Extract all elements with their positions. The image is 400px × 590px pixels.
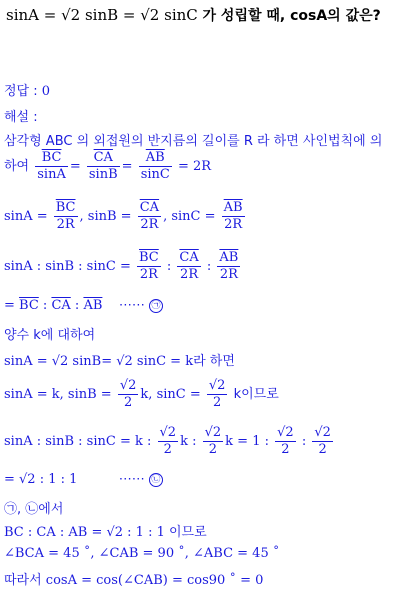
question-expression: sinA = √2 sinB = √2 sinC [6,6,198,24]
solution-line-5: = $\overline{BC}$ : $\overline{CA}$ : $\overline{AB}$ ⋯⋯ ㉠ [4,298,163,313]
answer-value: 0 [41,84,51,99]
solution-line-3: sinA = $\frac{\overline{BC}}{2R}$ , sinB = $\frac{\overline{CA}}{2R}$ , sinC = $\frac{\overline{AB}}{2R}$ [4,200,243,232]
question-text: 가 성립할 때, cosA의 값은? [202,8,381,24]
solution-line-7: sinA = √2 sinB= √2 sinC = k라 하면 [4,354,235,369]
solution-line-10: = √2 : 1 : 1 ⋯⋯ ㉡ [4,472,163,487]
solution-line-8: sinA = k, sinB = $\frac{√2}{2}$ k, sinC = $\frac{√2}{2}$ k이므로 [4,378,279,410]
fraction-ab-sinc: $\frac{\overline{AB}}{\sin C}$ [140,150,170,182]
circle-marker-2: ㉡ [149,473,163,487]
solution-line-2: 하여 $\frac{\overline{BC}}{\sin A}$ = $\frac{\overline{CA}}{\sin B}$ = $\frac{\overline{AB}}{\sin C}$ = 2R [4,150,212,182]
solution-line-13: ∠BCA = 45 ˚, ∠CAB = 90 ˚, ∠ABC = 45 ˚ [4,546,280,561]
line2-rhs: = 2R [177,159,212,174]
solution-line-14: 따라서 cosA = cos(∠CAB) = cos90 ˚ = 0 [4,573,264,588]
answer-row [4,80,50,99]
solution-line-4: sinA : sinB : sinC = $\frac{\overline{BC}}{2R}$ : $\frac{\overline{CA}}{2R}$ : $\frac{\overline{AB}}{2R}$ [4,250,239,282]
solution-line-11: ㉠, ㉡에서 [4,502,64,517]
line2-prefix: 하여 [4,159,30,174]
fraction-bc-sina: $\frac{\overline{BC}}{\sin A}$ [37,150,66,182]
solution-line-12: BC : CA : AB = √2 : 1 : 1 이므로 [4,525,207,540]
answer-label: 정답 : [4,84,38,99]
solution-line-9: sinA : sinB : sinC = k : $\frac{√2}{2}$ k : $\frac{√2}{2}$ k = 1 : $\frac{√2}{2}$ : $\frac{√2}{2}$ [4,425,331,457]
solution-line-1: 삼각형 ABC 의 외접원의 반지름의 길이를 R 라 하면 사인법칙에 의 [4,134,383,149]
solution-line-6: 양수 k에 대하여 [4,328,96,343]
question [6,2,396,30]
fraction-ca-sinb: $\frac{\overline{CA}}{\sin B}$ [88,150,118,182]
circle-marker-1: ㉠ [149,299,163,313]
solution-label: 해설 : [4,110,38,125]
